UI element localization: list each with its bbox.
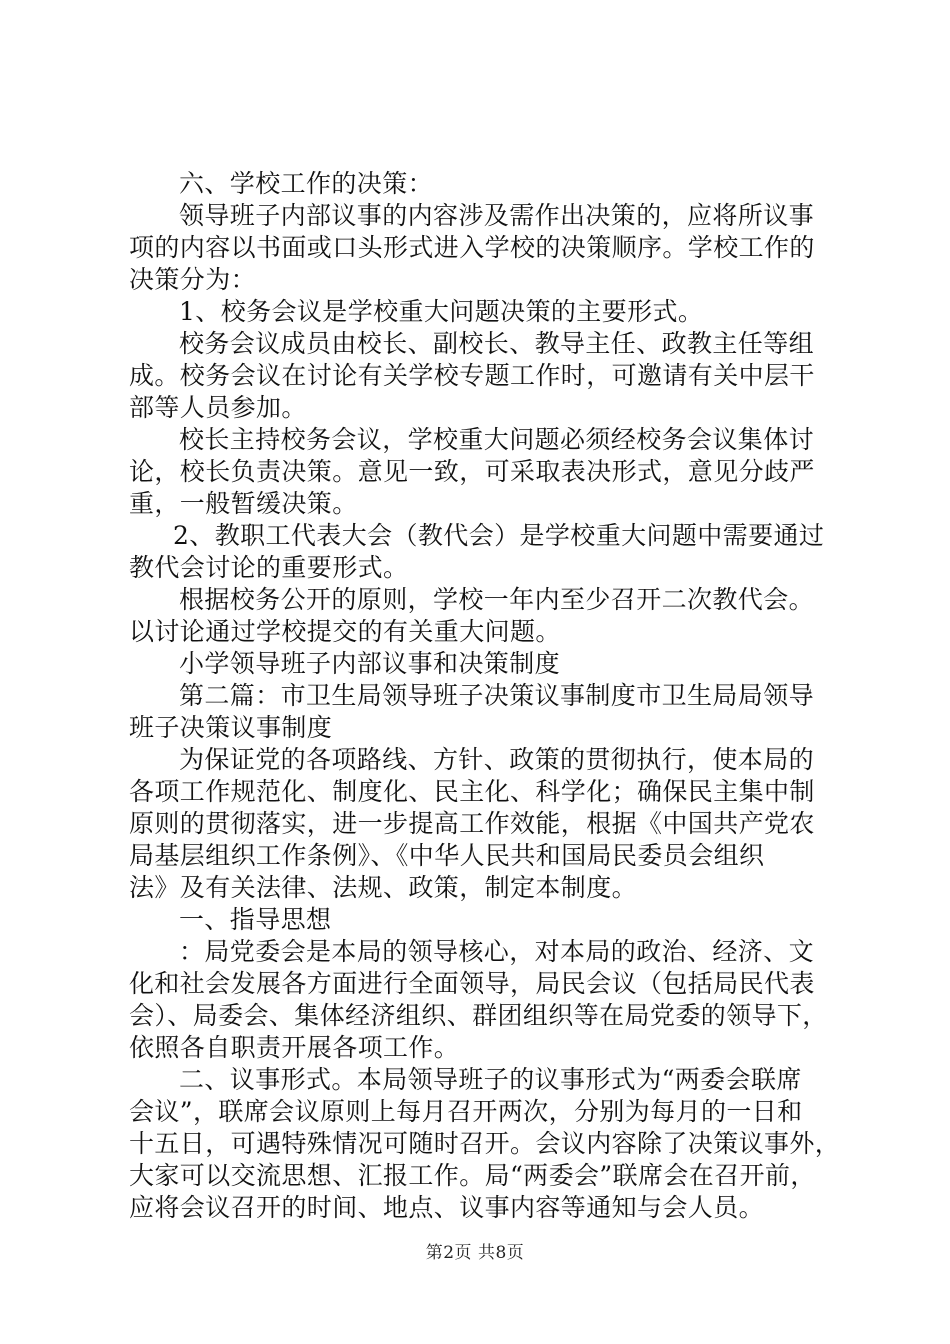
- paragraph-line: 大家可以交流思想、汇报工作。局“两委会”联席会在召开前，: [129, 1161, 816, 1190]
- paragraph-line: 各项工作规范化、制度化、民主化、科学化；确保民主集中制: [129, 777, 815, 806]
- paragraph-line: 局基层组织工作条例》、《中华人民共和国局民委员会组织: [129, 841, 765, 870]
- paragraph-line: 决策分为：: [129, 265, 257, 294]
- paragraph-line: 法》及有关法律、法规、政策，制定本制度。: [129, 873, 638, 902]
- paragraph-line: 二、议事形式。本局领导班子的议事形式为“两委会联席: [179, 1065, 802, 1094]
- paragraph-line: 论，校长负责决策。意见一致，可采取表决形式，意见分歧严: [129, 457, 815, 486]
- paragraph-line: 会）、局委会、集体经济组织、群团组织等在局党委的领导下，: [129, 1001, 828, 1030]
- paragraph-line: 以讨论通过学校提交的有关重大问题。: [129, 617, 561, 646]
- page-number: 第2页 共8页: [425, 1243, 525, 1263]
- paragraph-line: 项的内容以书面或口头形式进入学校的决策顺序。学校工作的: [129, 233, 815, 262]
- paragraph-line: 2、教职工代表大会（教代会）是学校重大问题中需要通过: [173, 521, 825, 550]
- paragraph-line: 部等人员参加。: [129, 393, 307, 422]
- document-body: [129, 168, 841, 1224]
- paragraph-line: 第二篇：市卫生局领导班子决策议事制度市卫生局局领导: [179, 681, 815, 710]
- section-heading: 一、指导思想: [179, 905, 332, 934]
- paragraph-line: 会议”，联席会议原则上每月召开两次，分别为每月的一日和: [129, 1097, 803, 1126]
- paragraph-line: 重，一般暂缓决策。: [129, 489, 358, 518]
- paragraph-line: 领导班子内部议事的内容涉及需作出决策的，应将所议事: [179, 201, 815, 230]
- paragraph-line: 班子决策议事制度: [129, 713, 333, 742]
- paragraph-line: 十五日，可遇特殊情况可随时召开。会议内容除了决策议事外，: [129, 1129, 841, 1158]
- paragraph-line: 为保证党的各项路线、方针、政策的贯彻执行，使本局的: [179, 745, 815, 774]
- paragraph-line: 1、校务会议是学校重大问题决策的主要形式。: [179, 297, 704, 326]
- paragraph-line: 原则的贯彻落实，进一步提高工作效能，根据《中国共产党农: [129, 809, 815, 838]
- paragraph-line: 教代会讨论的重要形式。: [129, 553, 409, 582]
- section-heading: 六、学校工作的决策：: [179, 169, 434, 198]
- paragraph-line: 校长主持校务会议，学校重大问题必须经校务会议集体讨: [179, 425, 815, 454]
- paragraph-line: 成。校务会议在讨论有关学校专题工作时，可邀请有关中层干: [129, 361, 815, 390]
- paragraph-line: 化和社会发展各方面进行全面领导，局民会议（包括局民代表: [129, 969, 815, 998]
- paragraph-line: 校务会议成员由校长、副校长、教导主任、政教主任等组: [179, 329, 815, 358]
- document-title: 小学领导班子内部议事和决策制度: [179, 649, 561, 678]
- paragraph-line: 依照各自职责开展各项工作。: [129, 1033, 460, 1062]
- paragraph-line: ：局党委会是本局的领导核心，对本局的政治、经济、文: [179, 937, 815, 966]
- paragraph-line: 根据校务公开的原则，学校一年内至少召开二次教代会。: [179, 585, 815, 614]
- paragraph-line: 应将会议召开的时间、地点、议事内容等通知与会人员。: [129, 1193, 765, 1222]
